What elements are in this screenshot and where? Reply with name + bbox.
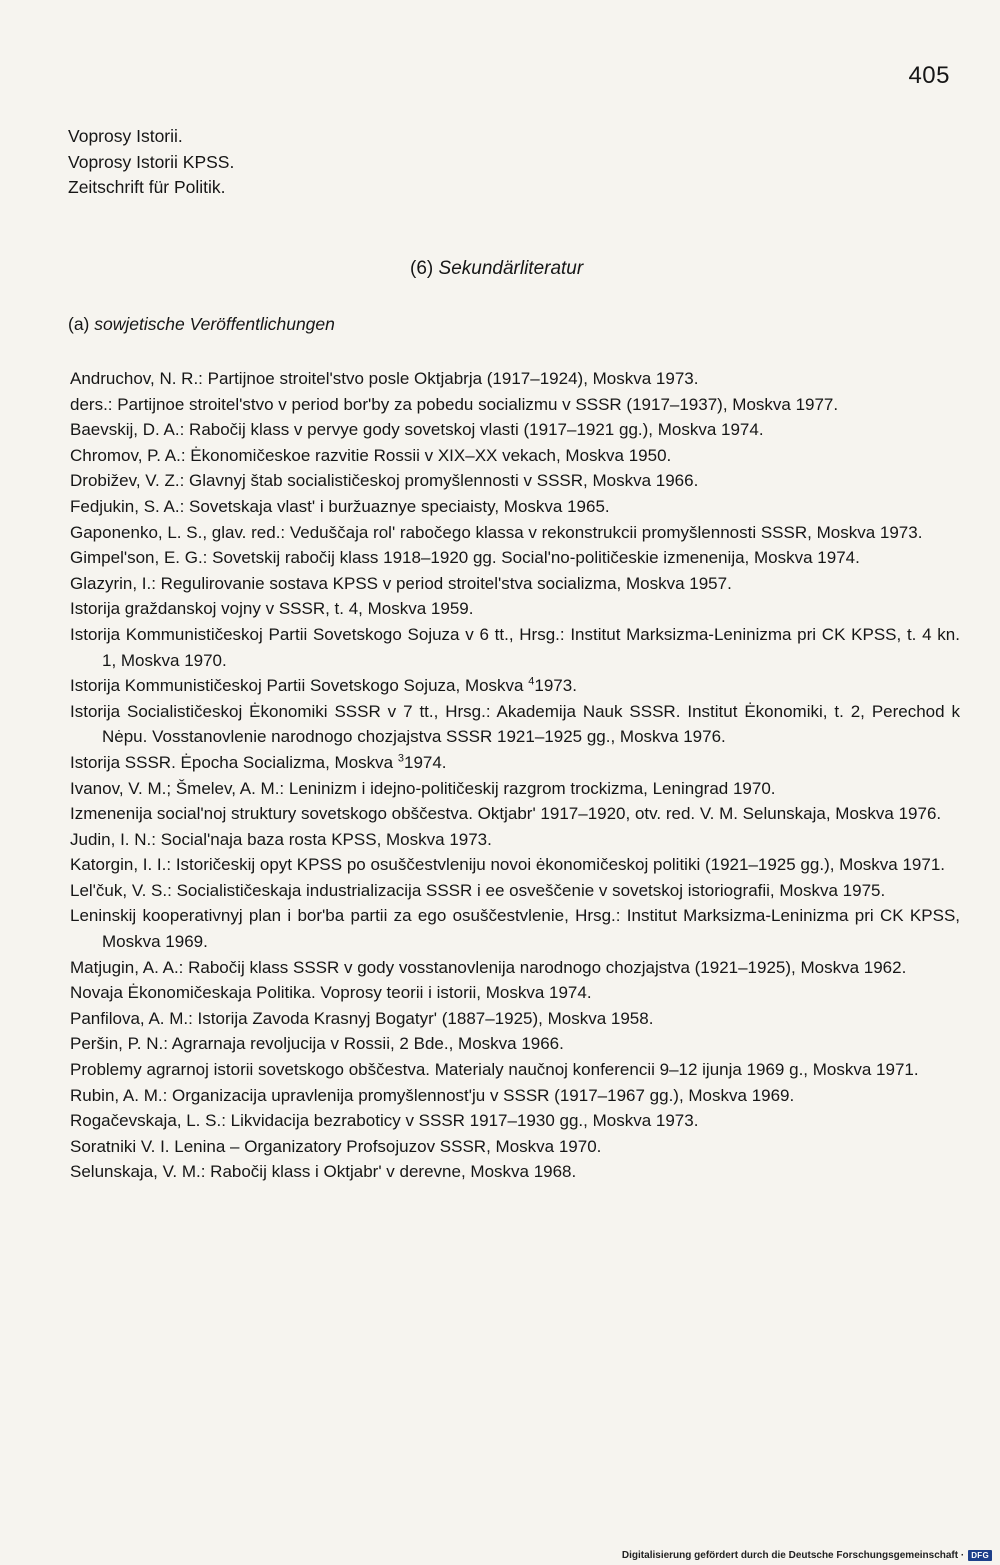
bibliography-entry: Judin, I. N.: Social'naja baza rosta KPSS, Moskva 1973.: [70, 829, 492, 849]
entry-year: 1973.: [534, 676, 577, 696]
dfg-logo-icon: DFG: [968, 1550, 992, 1561]
section-title: Sekundärliteratur: [438, 258, 584, 279]
bibliography-entry: Istorija graždanskoj vojny v SSSR, t. 4, Moskva 1959.: [70, 599, 474, 619]
bibliography-entry: Istorija Kommunističeskoj Partii Sovetskogo Sojuza v 6 tt., Hrsg.: Institut Marksizma-Leninizma pri CK KPSS, t. 4 kn. 1, Moskva 1970.: [70, 624, 960, 670]
bibliography-list: [70, 366, 960, 1185]
bibliography-entry: Selunskaja, V. M.: Rabočij klass i Oktjabr' v derevne, Moskva 1968.: [70, 1162, 577, 1182]
journal-item: Zeitschrift für Politik.: [68, 177, 226, 197]
subsection-title: sowjetische Veröffentlichungen: [94, 314, 335, 334]
section-number: (6): [410, 258, 434, 279]
bibliography-entry: Katorgin, I. I.: Istoričeskij opyt KPSS po osuščestvleniju novoi ėkonomičeskoj politiki (1921–1925 gg.), Moskva 1971.: [70, 855, 946, 875]
bibliography-entry: Gaponenko, L. S., glav. red.: Veduščaja rol' rabočego klassa v rekonstrukcii promyšlennosti SSSR, Moskva 1973.: [70, 522, 923, 542]
bibliography-entry: Chromov, P. A.: Ėkonomičeskoe razvitie Rossii v XIX–XX vekach, Moskva 1950.: [70, 445, 672, 465]
bibliography-entry: Andruchov, N. R.: Partijnoe stroitel'stvo posle Oktjabrja (1917–1924), Moskva 1973.: [70, 369, 699, 388]
bibliography-entry: Glazyrin, I.: Regulirovanie sostava KPSS v period stroitel'stva socializma, Moskva 1957.: [70, 573, 732, 593]
page-number: 405: [908, 62, 950, 89]
footer-text: Digitalisierung gefördert durch die Deutsche Forschungsgemeinschaft ·: [621, 1550, 965, 1561]
section-heading: [410, 258, 583, 280]
edition-superscript: 4: [528, 675, 535, 688]
bibliography-entry: Peršin, P. N.: Agrarnaja revoljucija v Rossii, 2 Bde., Moskva 1966.: [70, 1034, 564, 1054]
bibliography-entry: Panfilova, A. M.: Istorija Zavoda Krasnyj Bogatyr' (1887–1925), Moskva 1958.: [70, 1008, 654, 1028]
subsection-label: (a): [68, 314, 90, 334]
bibliography-entry: Fedjukin, S. A.: Sovetskaja vlast' i buržuaznye speciaisty, Moskva 1965.: [70, 496, 610, 516]
bibliography-entry: Ivanov, V. M.; Šmelev, A. M.: Leninizm i idejno-političeskij razgrom trockizma, Leningrad 1970.: [70, 778, 776, 798]
entry-text: Istorija Kommunističeskoj Partii Sovetskogo Sojuza, Moskva: [70, 676, 529, 696]
bibliography-entry: [70, 673, 960, 699]
subsection-heading: [68, 314, 335, 335]
bibliography-entry: Izmenenija social'noj struktury sovetskogo obščestva. Oktjabr' 1917–1920, otv. red. V. M. Selunskaja, Moskva 1976.: [70, 804, 942, 824]
bibliography-entry: Novaja Ėkonomičeskaja Politika. Voprosy teorii i istorii, Moskva 1974.: [70, 983, 592, 1003]
journal-item: Voprosy Istorii KPSS.: [68, 151, 235, 172]
bibliography-entry: Gimpel'son, E. G.: Sovetskij rabočij klass 1918–1920 gg. Social'no-političeskie izmenenija, Moskva 1974.: [70, 548, 860, 568]
bibliography-entry: Rogačevskaja, L. S.: Likvidacija bezraboticy v SSSR 1917–1930 gg., Moskva 1973.: [70, 1111, 699, 1131]
bibliography-entry: [70, 750, 960, 776]
entry-text: Istorija SSSR. Ėpocha Socializma, Moskva: [70, 752, 398, 772]
bibliography-entry: Drobižev, V. Z.: Glavnyj štab socialističeskoj promyšlennosti v SSSR, Moskva 1966.: [70, 471, 699, 491]
edition-superscript: 3: [397, 752, 404, 765]
bibliography-entry: Matjugin, A. A.: Rabočij klass SSSR v gody vosstanovlenija narodnogo chozjajstva (1921–1925), Moskva 1962.: [70, 957, 907, 977]
bibliography-entry: Baevskij, D. A.: Rabočij klass v pervye gody sovetskoj vlasti (1917–1921 gg.), Moskva 1974.: [70, 420, 764, 440]
bibliography-entry: Lel'čuk, V. S.: Socialističeskaja industrializacija SSSR i ee osveščenie v sovetskoj istoriografii, Moskva 1975.: [70, 880, 886, 900]
journal-list: [68, 124, 948, 201]
digitization-footer: [622, 1550, 992, 1561]
bibliography-entry: Leninskij kooperativnyj plan i bor'ba partii za ego osuščestvlenie, Hrsg.: Institut Marksizma-Leninizma pri CK KPSS, Moskva 1969.: [70, 906, 960, 952]
bibliography-entry: Soratniki V. I. Lenina – Organizatory Profsojuzov SSSR, Moskva 1970.: [70, 1136, 602, 1156]
journal-item: Voprosy Istorii.: [68, 126, 183, 146]
bibliography-entry: Rubin, A. M.: Organizacija upravlenija promyšlennost'ju v SSSR (1917–1967 gg.), Moskva 1969.: [70, 1085, 795, 1105]
bibliography-entry: ders.: Partijnoe stroitel'stvo v period bor'by za pobedu socializmu v SSSR (1917–1937), Moskva 1977.: [70, 394, 839, 414]
bibliography-entry: Istorija Socialističeskoj Ėkonomiki SSSR v 7 tt., Hrsg.: Akademija Nauk SSSR. Institut Ėkonomiki, t. 2, Perechod k Nėpu. Vosstanovlenie narodnogo chozjajstva SSSR 1921–1925 gg., Moskva 1976.: [70, 701, 960, 747]
bibliography-entry: Problemy agrarnoj istorii sovetskogo obščestva. Materialy naučnoj konferencii 9–12 ijunja 1969 g., Moskva 1971.: [70, 1060, 919, 1080]
entry-year: 1974.: [403, 752, 447, 772]
